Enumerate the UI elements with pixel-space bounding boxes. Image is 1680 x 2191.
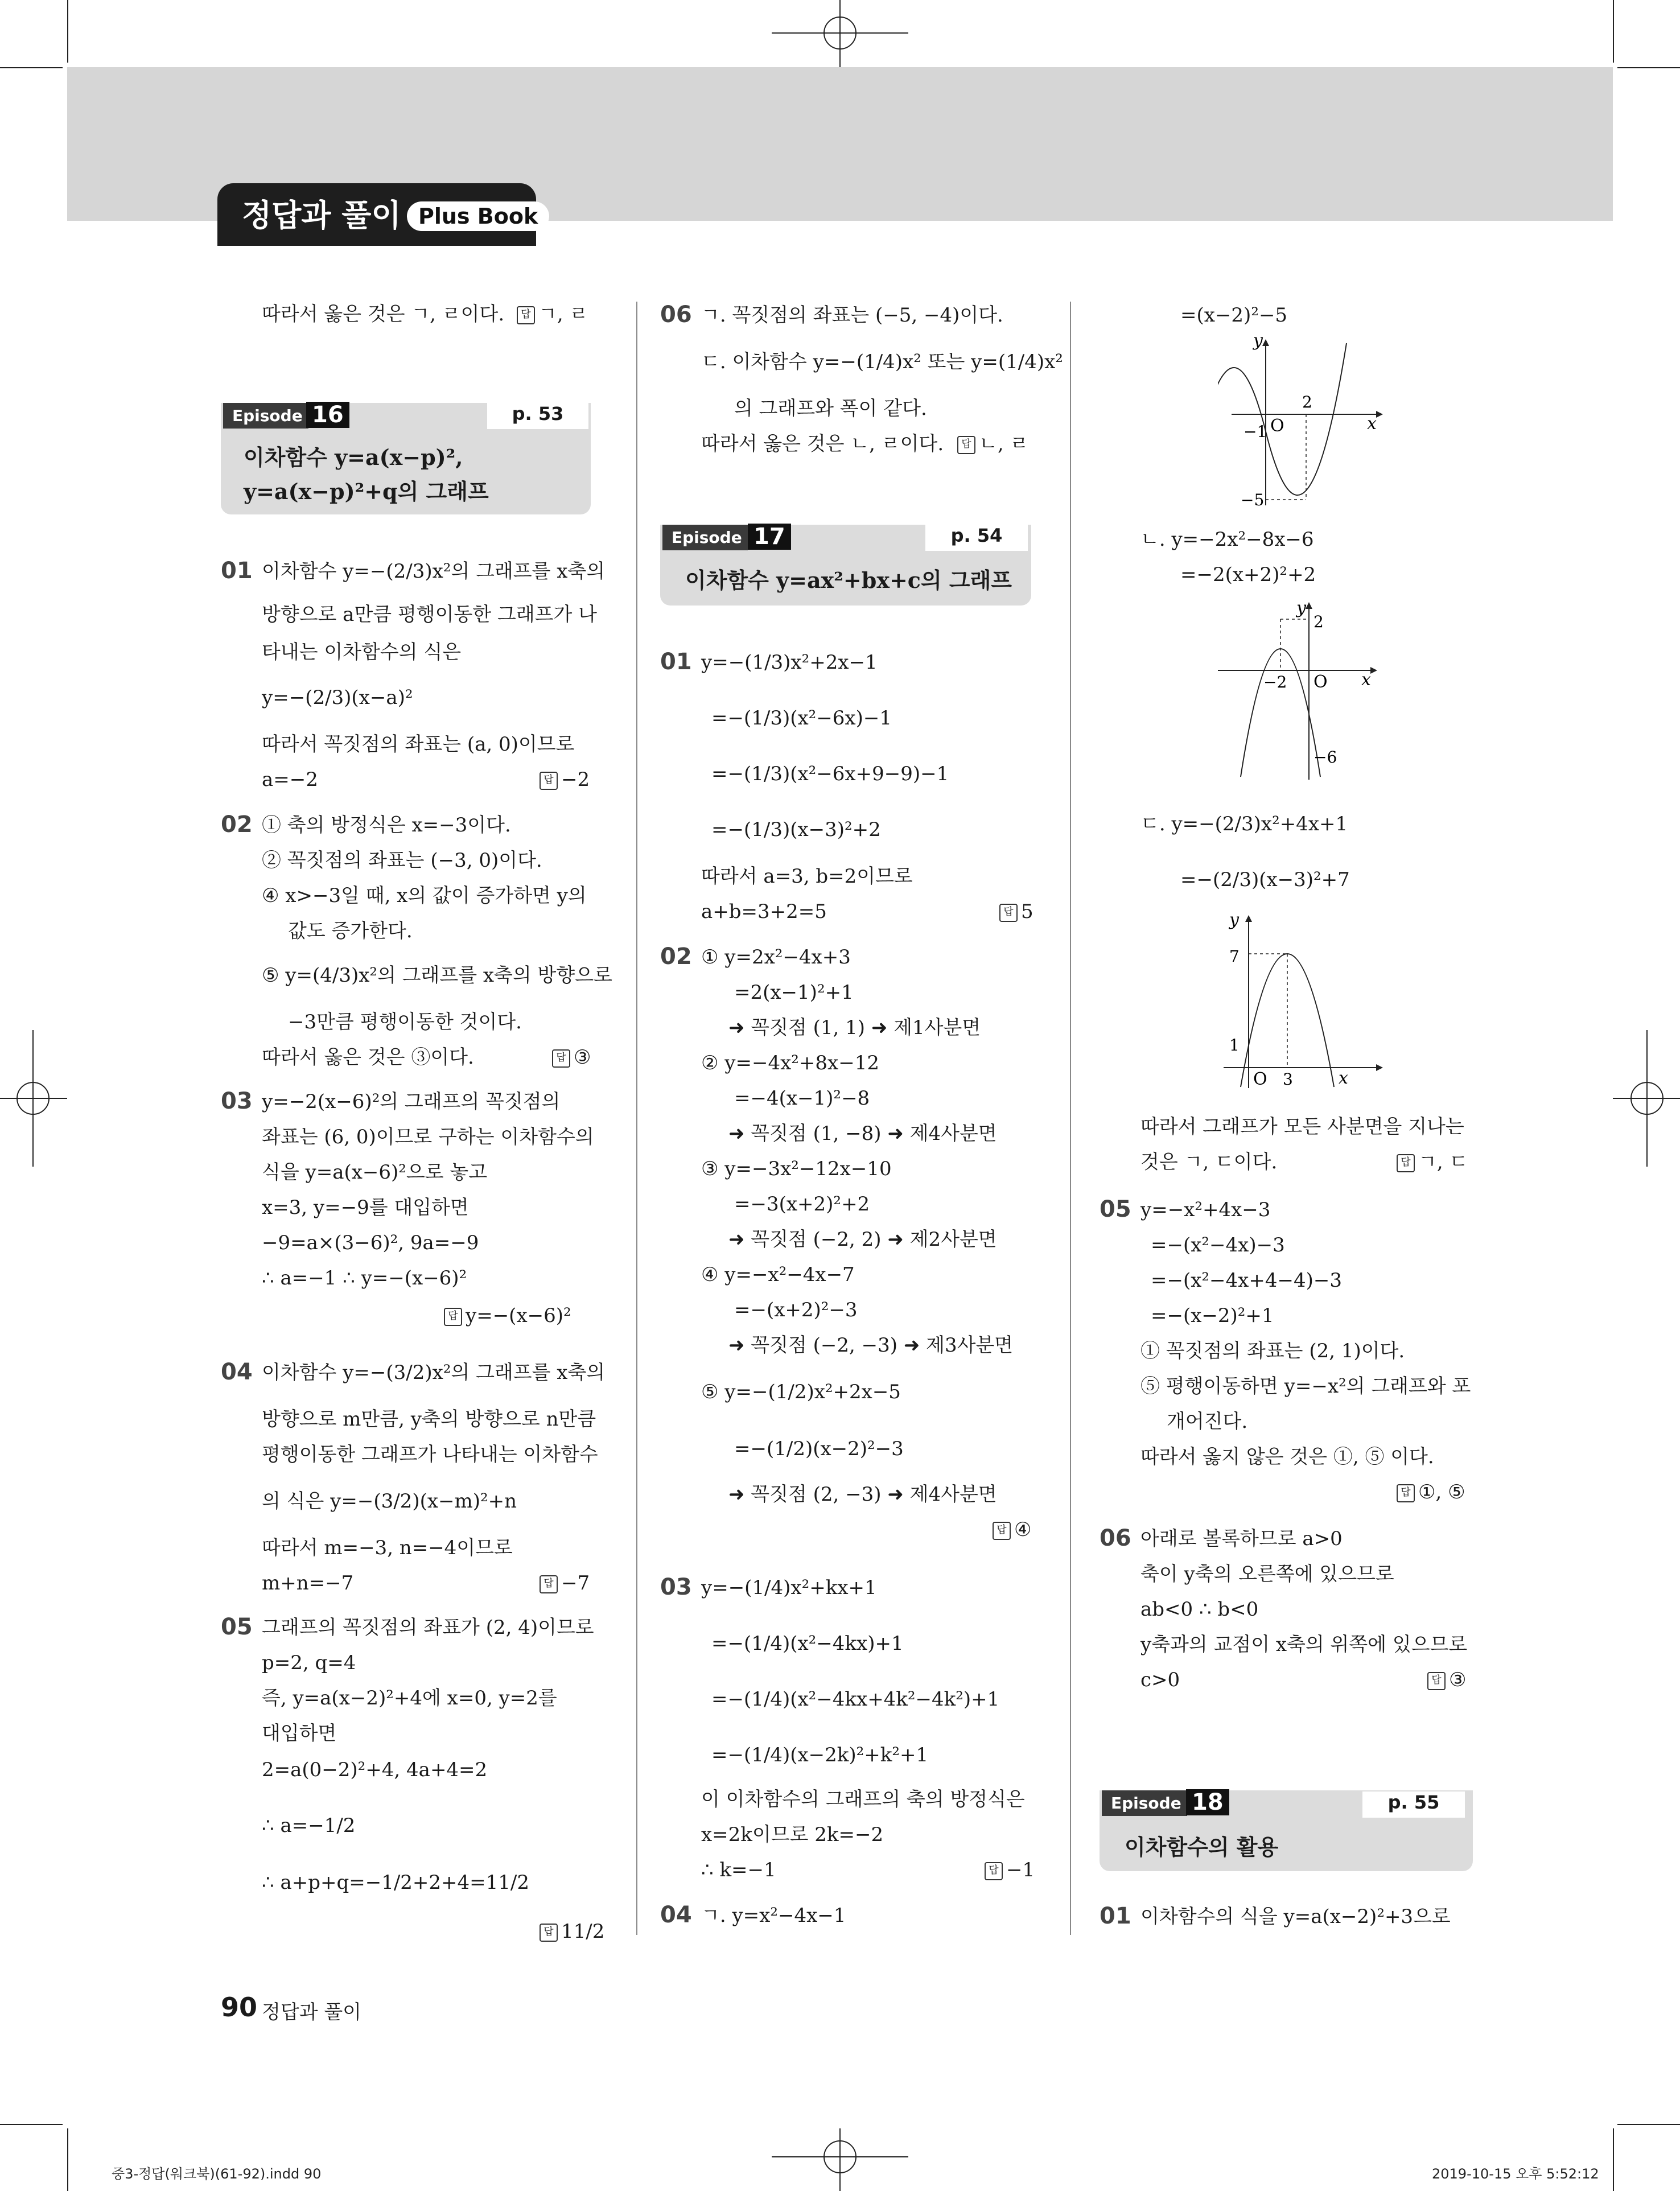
solution-line: 의 식은 y=−(3/2)(x−m)²+n	[262, 1490, 517, 1513]
problem-number: 04	[221, 1359, 253, 1385]
crop-mark	[1617, 67, 1680, 68]
crop-mark	[1617, 2124, 1680, 2125]
problem-number: 01	[660, 649, 692, 675]
axis-label-x: x	[1339, 1068, 1348, 1088]
answer-icon: 답	[444, 1308, 462, 1326]
solution-line: y=−(2/3)(x−a)²	[262, 686, 413, 709]
solution-line: ➜ 꼭짓점 (−2, −3) ➜ 제3사분면	[728, 1334, 1014, 1357]
tick-label: −1	[1243, 422, 1267, 441]
axis-label-y: y	[1229, 911, 1239, 930]
solution-line: 이차함수 y=−(3/2)x²의 그래프를 x축의	[262, 1361, 606, 1384]
solution-line: 값도 증가한다.	[288, 920, 413, 942]
solution-line: =−(x²−4x)−3	[1151, 1234, 1285, 1257]
intro-text: 따라서 옳은 것은 ㄱ, ㄹ이다.	[262, 303, 505, 326]
solution-line: 개어진다.	[1167, 1410, 1248, 1433]
registration-mark-bottom	[772, 2128, 908, 2191]
crop-mark	[67, 0, 68, 63]
answer: 답 11/2	[540, 1919, 604, 1944]
solution-line: ⑤ y=−(1/2)x²+2x−5	[701, 1381, 901, 1403]
answer: 답 ④	[993, 1517, 1031, 1542]
solution-line: m+n=−7	[262, 1572, 354, 1595]
plus-book-badge: Plus Book	[407, 201, 549, 231]
solution-line: y=−2(x−6)²의 그래프의 꼭짓점의	[262, 1090, 561, 1113]
answer: 답 y=−(x−6)²	[444, 1303, 571, 1328]
solution-line: =−(1/3)(x²−6x)−1	[711, 707, 892, 730]
solution-line: =−(1/2)(x−2)²−3	[734, 1438, 904, 1460]
solution-line: ④ y=−x²−4x−7	[701, 1263, 855, 1286]
problem-number: 01	[1100, 1903, 1131, 1929]
solution-line: 타내는 이차함수의 식은	[262, 641, 462, 664]
tick-label: 2	[1302, 393, 1312, 411]
solution-line: 것은 ㄱ, ㄷ이다.	[1140, 1151, 1278, 1173]
solution-line: =−(1/4)(x²−4kx+4k²−4k²)+1	[711, 1688, 1000, 1711]
solution-line: 따라서 옳은 것은 ㄴ, ㄹ이다.	[701, 433, 944, 455]
solution-line: ➜ 꼭짓점 (−2, 2) ➜ 제2사분면	[728, 1228, 997, 1251]
solution-line: ➜ 꼭짓점 (2, −3) ➜ 제4사분면	[728, 1483, 997, 1506]
solution-line: y=−x²+4x−3	[1140, 1199, 1271, 1221]
solution-line: ④ x>−3일 때, x의 값이 증가하면 y의	[262, 884, 587, 907]
answer: 답 ③	[1427, 1667, 1466, 1692]
origin-label: O	[1313, 672, 1328, 692]
answer-icon: 답	[540, 1924, 558, 1942]
solution-line: 이차함수 y=−(2/3)x²의 그래프를 x축의	[262, 560, 606, 583]
origin-label: O	[1270, 416, 1284, 436]
solution-line: =−(x²−4x+4−4)−3	[1151, 1269, 1342, 1292]
solution-line: ㄱ. 꼭짓점의 좌표는 (−5, −4)이다.	[701, 304, 1003, 327]
column-divider	[636, 302, 637, 1935]
solution-line: =−(x−2)²+1	[1151, 1304, 1274, 1327]
crop-mark	[67, 2128, 68, 2191]
footer-file: 중3-정답(워크북)(61-92).indd 90	[112, 2166, 322, 2182]
solution-line: ∴ a=−1/2	[262, 1814, 356, 1837]
solution-line: ② 꼭짓점의 좌표는 (−3, 0)이다.	[262, 849, 542, 872]
problem-number: 05	[1100, 1196, 1131, 1222]
tick-label: 2	[1313, 612, 1324, 631]
tick-label: 7	[1229, 947, 1240, 966]
crop-mark	[0, 67, 63, 68]
solution-line: ㄷ. 이차함수 y=−(1/4)x² 또는 y=(1/4)x²	[701, 351, 1063, 373]
axis-label-y: y	[1296, 598, 1306, 618]
page-title: 정답과 풀이	[242, 197, 401, 233]
problem-number: 03	[221, 1088, 253, 1114]
solution-line: ㄱ. y=x²−4x−1	[701, 1904, 846, 1927]
solution-line: 2=a(0−2)²+4, 4a+4=2	[262, 1758, 488, 1781]
page-number: 90	[221, 1992, 258, 2023]
solution-line: −9=a×(3−6)², 9a=−9	[262, 1232, 479, 1254]
episode-title: 이차함수의 활용	[1125, 1834, 1279, 1860]
solution-line: y=−(1/4)x²+kx+1	[701, 1576, 877, 1599]
episode-number: 18	[1186, 1789, 1229, 1815]
solution-line: 방향으로 m만큼, y축의 방향으로 n만큼	[262, 1408, 596, 1431]
answer: 답 ㄱ, ㄷ	[1397, 1150, 1468, 1175]
episode-number: 16	[306, 402, 349, 428]
answer: 답 −2	[540, 767, 590, 792]
solution-line: ① y=2x²−4x+3	[701, 946, 851, 969]
solution-line: 축이 y축의 오른쪽에 있으므로	[1140, 1563, 1394, 1585]
crop-mark	[1613, 0, 1614, 63]
episode-title: y=a(x−p)²+q의 그래프	[244, 479, 489, 504]
tick-label: −6	[1313, 748, 1337, 767]
solution-line: 즉, y=a(x−2)²+4에 x=0, y=2를	[262, 1687, 557, 1710]
solution-line: 따라서 옳지 않은 것은 ①, ⑤ 이다.	[1140, 1445, 1434, 1468]
episode-title: 이차함수 y=a(x−p)²,	[244, 444, 463, 470]
tick-label: −5	[1241, 491, 1265, 509]
graph-parabola-3	[1218, 911, 1389, 1093]
answer-icon: 답	[1397, 1154, 1415, 1172]
registration-mark-left	[0, 1030, 67, 1167]
page-label: 정답과 풀이	[262, 2001, 362, 2024]
solution-line: =−2(x+2)²+2	[1180, 563, 1316, 586]
solution-line: ∴ a+p+q=−1/2+2+4=11/2	[262, 1871, 529, 1894]
solution-line: =−(1/4)(x−2k)²+k²+1	[711, 1744, 929, 1766]
problem-number: 05	[221, 1614, 253, 1640]
problem-number: 04	[660, 1902, 692, 1928]
solution-line: 평행이동한 그래프가 나타내는 이차함수	[262, 1443, 598, 1466]
answer-icon: 답	[552, 1049, 570, 1068]
answer-icon: 답	[985, 1862, 1003, 1880]
solution-line: p=2, q=4	[262, 1652, 356, 1674]
answer-icon: 답	[1397, 1484, 1415, 1502]
solution-line: 따라서 옳은 것은 ③이다.	[262, 1046, 474, 1069]
solution-line: =−(1/4)(x²−4kx)+1	[711, 1632, 904, 1655]
solution-line: y축과의 교점이 x축의 위쪽에 있으므로	[1140, 1633, 1468, 1656]
solution-line: 좌표는 (6, 0)이므로 구하는 이차함수의	[262, 1126, 594, 1148]
solution-line: =−(x+2)²−3	[734, 1299, 858, 1321]
episode-label: Episode	[223, 403, 308, 429]
registration-mark-top	[772, 0, 908, 67]
solution-line: 방향으로 a만큼 평행이동한 그래프가 나	[262, 603, 598, 626]
solution-line: =−(1/3)(x²−6x+9−9)−1	[711, 763, 949, 785]
solution-line: =(x−2)²−5	[1180, 304, 1288, 327]
answer-icon: 답	[540, 772, 558, 790]
solution-line: ⑤ y=(4/3)x²의 그래프를 x축의 방향으로	[262, 964, 612, 987]
origin-label: O	[1253, 1069, 1267, 1089]
crop-mark	[0, 2124, 63, 2125]
problem-number: 01	[221, 558, 253, 584]
solution-line: ∴ a=−1 ∴ y=−(x−6)²	[262, 1267, 467, 1290]
solution-line: ① 꼭짓점의 좌표는 (2, 1)이다.	[1140, 1340, 1405, 1362]
solution-line: 따라서 그래프가 모든 사분면을 지나는	[1140, 1115, 1464, 1138]
solution-line: x=3, y=−9를 대입하면	[262, 1196, 469, 1219]
episode-label: Episode	[662, 525, 748, 550]
solution-line: 따라서 m=−3, n=−4이므로	[262, 1537, 513, 1559]
solution-line: x=2k이므로 2k=−2	[701, 1823, 884, 1846]
problem-number: 02	[660, 944, 692, 970]
solution-line: ㄴ. y=−2x²−8x−6	[1140, 528, 1314, 551]
answer: 답 ③	[552, 1045, 591, 1070]
problem-number: 03	[660, 1574, 692, 1600]
problem-number: 06	[1100, 1525, 1131, 1551]
solution-line: =2(x−1)²+1	[734, 981, 854, 1004]
problem-number: 02	[221, 812, 253, 838]
problem-number: 06	[660, 302, 692, 328]
column-divider	[1070, 302, 1071, 1935]
solution-line: 따라서 a=3, b=2이므로	[701, 865, 913, 888]
episode-page: p. 53	[487, 403, 588, 429]
solution-line: 이 이차함수의 그래프의 축의 방정식은	[701, 1788, 1025, 1811]
tick-label: 1	[1229, 1036, 1240, 1055]
answer-icon: 답	[999, 904, 1018, 922]
episode-page: p. 55	[1362, 1791, 1465, 1818]
answer-icon: 답	[1427, 1672, 1446, 1690]
solution-line: −3만큼 평행이동한 것이다.	[288, 1011, 522, 1033]
solution-line: ① 축의 방정식은 x=−3이다.	[262, 814, 511, 837]
answer: 답 −7	[540, 1571, 590, 1596]
answer-icon: 답	[540, 1575, 558, 1593]
solution-line: 식을 y=a(x−6)²으로 놓고	[262, 1161, 488, 1184]
graph-parabola-2	[1212, 598, 1383, 785]
crop-mark	[1613, 2128, 1614, 2191]
solution-line: ③ y=−3x²−12x−10	[701, 1158, 892, 1180]
answer: 답 ①, ⑤	[1397, 1480, 1465, 1505]
solution-line: a=−2	[262, 768, 318, 791]
solution-line: 이차함수의 식을 y=a(x−2)²+3으로	[1140, 1905, 1451, 1928]
solution-line: =−3(x+2)²+2	[734, 1193, 870, 1216]
answer: 답 ㄴ, ㄹ	[957, 431, 1028, 456]
axis-label-x: x	[1367, 414, 1377, 434]
solution-line: 따라서 꼭짓점의 좌표는 (a, 0)이므로	[262, 733, 575, 756]
tick-label: 3	[1283, 1070, 1293, 1089]
solution-line: ∴ k=−1	[701, 1859, 776, 1881]
solution-line: =−4(x−1)²−8	[734, 1087, 870, 1110]
solution-line: 그래프의 꼭짓점의 좌표가 (2, 4)이므로	[262, 1616, 594, 1639]
answer: 답 −1	[985, 1858, 1035, 1883]
answer: 답 ㄱ, ㄹ	[517, 302, 588, 327]
solution-line: ⑤ 평행이동하면 y=−x²의 그래프와 포	[1140, 1375, 1471, 1398]
solution-line: =−(2/3)(x−3)²+7	[1180, 868, 1350, 891]
answer-icon: 답	[517, 306, 535, 324]
solution-line: 대입하면	[262, 1722, 337, 1745]
solution-line: ㄷ. y=−(2/3)x²+4x+1	[1140, 813, 1348, 835]
solution-line: 의 그래프와 폭이 같다.	[734, 397, 927, 420]
registration-mark-right	[1613, 1030, 1680, 1167]
footer-date: 2019-10-15 오후 5:52:12	[1432, 2166, 1599, 2182]
graph-parabola-1	[1218, 335, 1389, 511]
solution-line: =−(1/3)(x−3)²+2	[711, 818, 881, 841]
solution-line: c>0	[1140, 1669, 1180, 1691]
episode-page: p. 54	[925, 525, 1028, 551]
answer-icon: 답	[957, 436, 975, 454]
solution-line: a+b=3+2=5	[701, 900, 827, 923]
solution-line: ② y=−4x²+8x−12	[701, 1052, 879, 1074]
solution-line: ab<0 ∴ b<0	[1140, 1598, 1259, 1621]
answer: 답 5	[999, 899, 1033, 924]
solution-line: y=−(1/3)x²+2x−1	[701, 651, 878, 674]
solution-line: ➜ 꼭짓점 (1, 1) ➜ 제1사분면	[728, 1016, 981, 1039]
episode-label: Episode	[1102, 1790, 1187, 1816]
axis-label-x: x	[1361, 670, 1371, 690]
axis-label-y: y	[1253, 335, 1263, 351]
tick-label: −2	[1263, 673, 1287, 691]
solution-line: ➜ 꼭짓점 (1, −8) ➜ 제4사분면	[728, 1122, 997, 1145]
episode-number: 17	[748, 524, 791, 550]
solution-line: 아래로 볼록하므로 a>0	[1140, 1527, 1343, 1550]
answer-icon: 답	[993, 1522, 1011, 1540]
episode-title: 이차함수 y=ax²+bx+c의 그래프	[685, 567, 1012, 593]
